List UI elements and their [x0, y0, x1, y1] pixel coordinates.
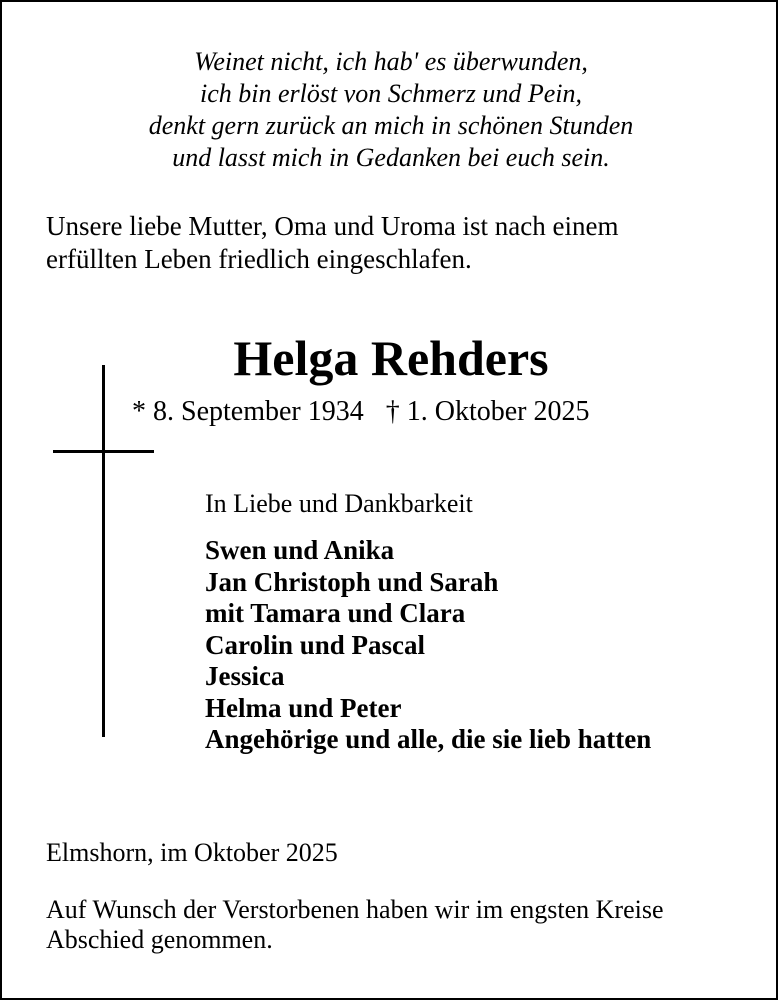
closing-note-line: Abschied genommen. — [46, 925, 273, 954]
dedication: In Liebe und Dankbarkeit — [205, 489, 473, 518]
mourner-entry: Swen und Anika — [205, 535, 395, 565]
cross-icon — [102, 365, 105, 737]
death-date: † 1. Oktober 2025 — [385, 396, 590, 427]
deceased-name: Helga Rehders — [233, 330, 549, 386]
mourner-entry: mit Tamara und Clara — [205, 598, 466, 628]
intro-line: Unsere liebe Mutter, Oma und Uroma ist nach einem — [46, 211, 619, 241]
mourner-entry: Carolin und Pascal — [205, 629, 426, 660]
mourner-entry: Angehörige und alle, die sie lieb hatten — [205, 724, 652, 754]
life-dates — [132, 394, 590, 430]
mourner-entry: Jessica — [205, 661, 285, 691]
poem-line: und lasst mich in Gedanken bei euch sein. — [172, 143, 610, 172]
mourner-entry: Jan Christoph und Sarah — [205, 566, 499, 597]
intro-line: erfüllten Leben friedlich eingeschlafen. — [46, 244, 472, 274]
mourners-list — [205, 535, 651, 756]
cross-icon-crossbar — [53, 450, 154, 453]
closing-note-line: Auf Wunsch der Verstorbenen haben wir im engsten Kreise — [46, 895, 664, 924]
poem — [2, 46, 778, 174]
place-date: Elmshorn, im Oktober 2025 — [46, 838, 338, 867]
poem-line: ich bin erlöst von Schmerz und Pein, — [200, 79, 582, 108]
poem-line: Weinet nicht, ich hab' es überwunden, — [194, 47, 588, 76]
poem-line: denkt gern zurück an mich in schönen Stunden — [148, 111, 634, 140]
mourner-entry: Helma und Peter — [205, 692, 402, 723]
intro-text — [46, 210, 746, 276]
closing-note — [46, 895, 664, 955]
birth-date: * 8. September 1934 — [132, 396, 364, 427]
